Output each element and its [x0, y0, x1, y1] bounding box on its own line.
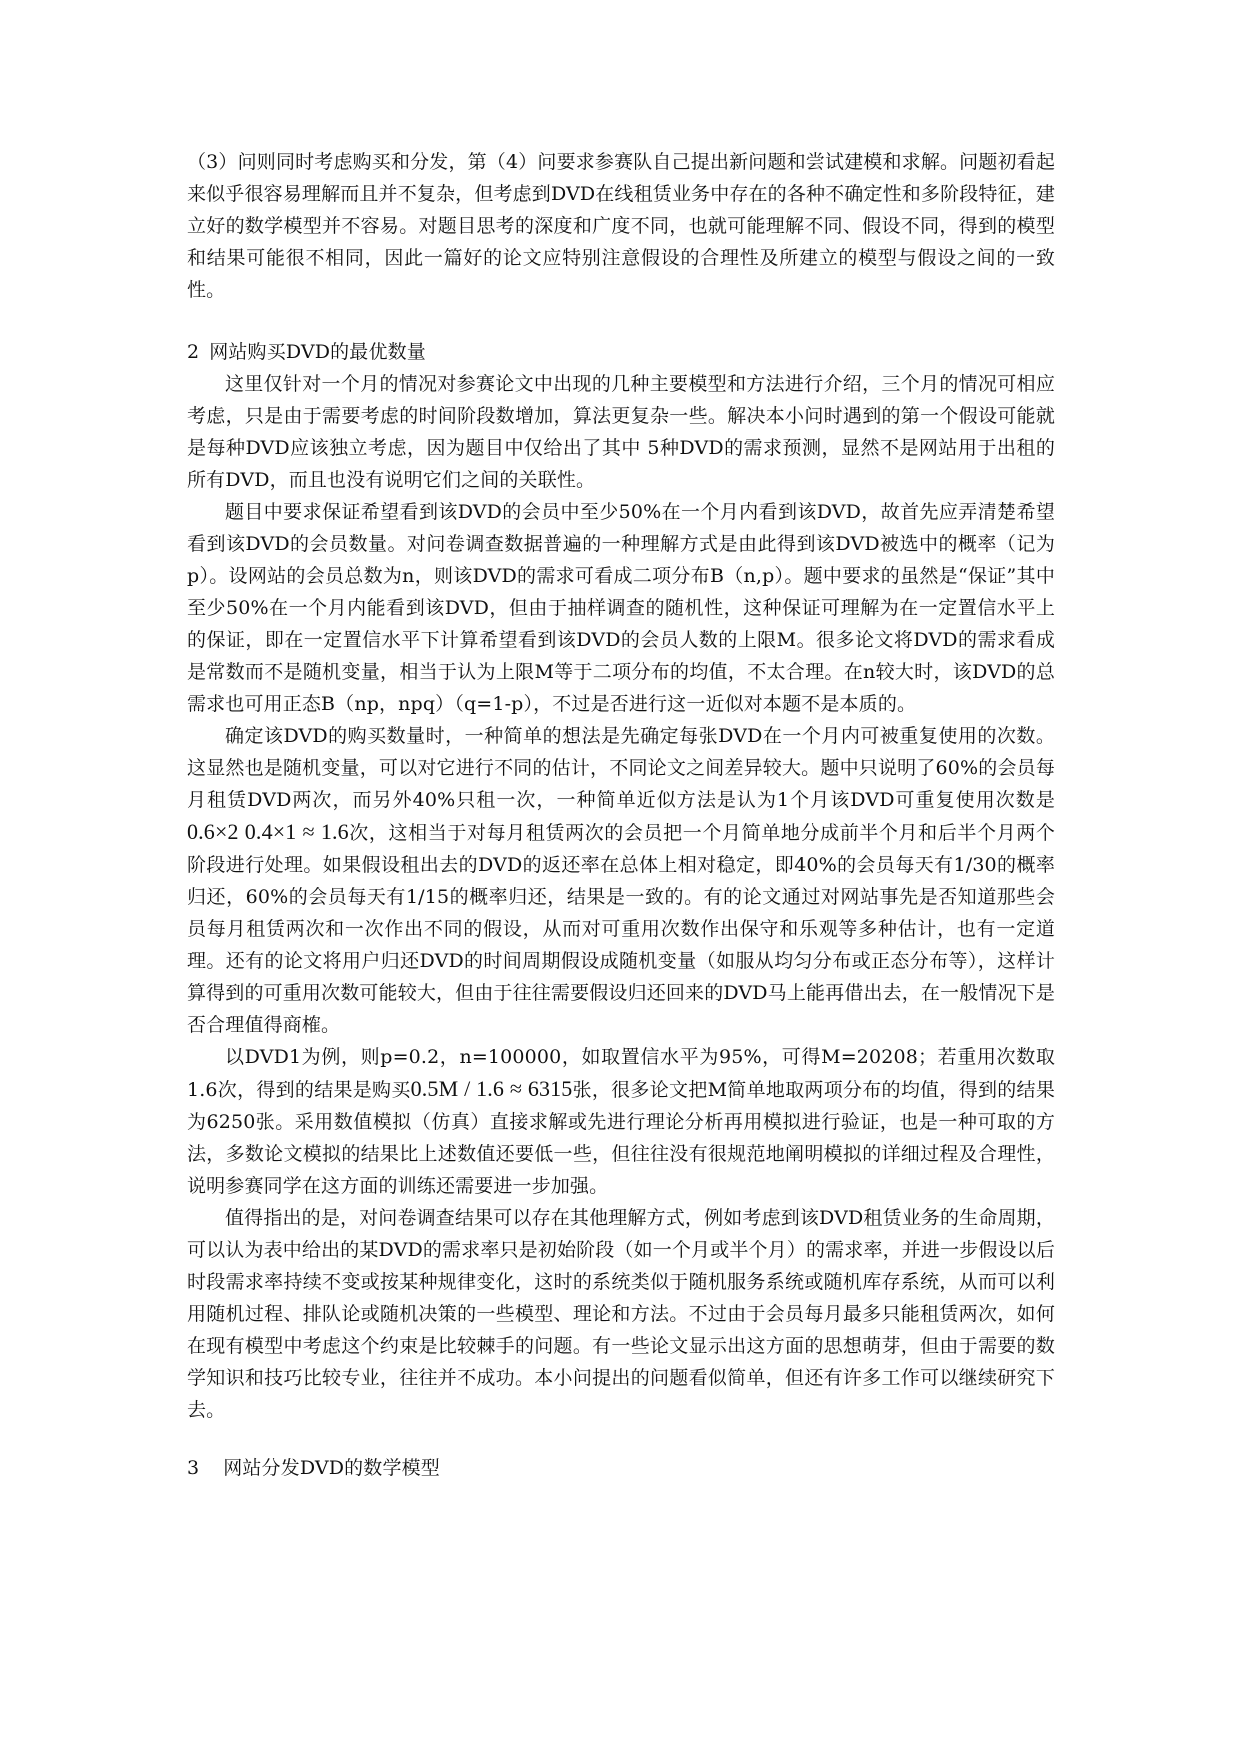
inline-formula: 0.6×2 0.4×1 ≈ 1.6: [187, 819, 349, 844]
section-heading-3: [187, 1452, 1055, 1484]
section-gap: [187, 1426, 1055, 1452]
text-run: 次，这相当于对每月租赁两次的会员把一个月简单地分成前半个月和后半个月两个阶段进行处理。如果假设租出去的DVD的返还率在总体上相对稳定，即40%的会员每天有1/30的概率归还，60%的会员每天有1/15的概率归还，结果是一致的。有的论文通过对网站事先是否知道那些会员每月租赁两次和一次作出不同的假设，从而对可重用次数作出保守和乐观等多种估计，也有一定道理。还有的论文将用户归还DVD的时间周期假设成随机变量（如服从均匀分布或正态分布等），这样计算得到的可重用次数可能较大，但由于往往需要假设归还回来的DVD马上能再借出去，在一般情况下是否合理值得商榷。: [187, 822, 1055, 1036]
section-number: 3: [187, 1457, 200, 1479]
paragraph-reuse-count: [187, 720, 1055, 1041]
paragraph-one-month: 这里仅针对一个月的情况对参赛论文中出现的几种主要模型和方法进行介绍，三个月的情况可相应考虑，只是由于需要考虑的时间阶段数增加，算法更复杂一些。解决本小问时遇到的第一个假设可能就是每种DVD应该独立考虑，因为题目中仅给出了其中 5种DVD的需求预测，显然不是网站用于出租的所有DVD，而且也没有说明它们之间的关联性。: [187, 373, 1055, 491]
text-run: 以DVD1为例，则p=0.2，n=100000，如取置信水平为95%，可得M=20208；若重用次数取1.6次，得到的结果是购买: [187, 1046, 1055, 1101]
inline-formula: 0.5M / 1.6 ≈ 6315: [410, 1076, 573, 1101]
paragraph-alternative-interpretation: 值得指出的是，对问卷调查结果可以存在其他理解方式，例如考虑到该DVD租赁业务的生命周期，可以认为表中给出的某DVD的需求率只是初始阶段（如一个月或半个月）的需求率，并进一步假设以后时段需求率持续不变或按某种规律变化，这时的系统类似于随机服务系统或随机库存系统，从而可以利用随机过程、排队论或随机决策的一些模型、理论和方法。不过由于会员每月最多只能租赁两次，如何在现有模型中考虑这个约束是比较棘手的问题。有一些论文显示出这方面的思想萌芽，但由于需要的数学知识和技巧比较专业，往往并不成功。本小问提出的问题看似简单，但还有许多工作可以继续研究下去。: [187, 1207, 1055, 1421]
text-run: 张，很多论文把M简单地取两项分布的均值，得到的结果为6250张。采用数值模拟（仿真）直接求解或先进行理论分析再用模拟进行验证，也是一种可取的方法，多数论文模拟的结果比上述数值还要低一些，但往往没有很规范地阐明模拟的详细过程及合理性，说明参赛同学在这方面的训练还需要进一步加强。: [187, 1079, 1055, 1197]
section-number: 2: [187, 341, 200, 363]
text-run: 确定该DVD的购买数量时，一种简单的想法是先确定每张DVD在一个月内可被重复使用的次数。这显然也是随机变量，可以对它进行不同的估计，不同论文之间差异较大。题中只说明了60%的会员每月租赁DVD两次，而另外40%只租一次，一种简单近似方法是认为1个月该DVD可重复使用次数是: [187, 725, 1055, 811]
paragraph-intro: （3）问则同时考虑购买和分发，第（4）问要求参赛队自己提出新问题和尝试建模和求解。问题初看起来似乎很容易理解而且并不复杂，但考虑到DVD在线租赁业务中存在的各种不确定性和多阶段特征，建立好的数学模型并不容易。对题目思考的深度和广度不同，也就可能理解不同、假设不同，得到的模型和结果可能很不相同，因此一篇好的论文应特别注意假设的合理性及所建立的模型与假设之间的一致性。: [187, 151, 1055, 301]
section-gap: [187, 306, 1055, 336]
section-title: 网站分发DVD的数学模型: [223, 1457, 440, 1479]
paragraph-demand-distribution: 题目中要求保证希望看到该DVD的会员中至少50%在一个月内看到该DVD，故首先应弄清楚希望看到该DVD的会员数量。对问卷调查数据普遍的一种理解方式是由此得到该DVD被选中的概率（记为p）。设网站的会员总数为n，则该DVD的需求可看成二项分布B（n,p）。题中要求的虽然是“保证”其中至少50%在一个月内能看到该DVD，但由于抽样调查的随机性，这种保证可理解为在一定置信水平上的保证，即在一定置信水平下计算希望看到该DVD的会员人数的上限M。很多论文将DVD的需求看成是常数而不是随机变量，相当于认为上限M等于二项分布的均值，不太合理。在n较大时，该DVD的总需求也可用正态B（np，npq）（q=1-p），不过是否进行这一近似对本题不是本质的。: [187, 501, 1055, 715]
paragraph-dvd1-example: [187, 1041, 1055, 1202]
document-page: [187, 146, 1055, 1484]
section-title: 网站购买DVD的最优数量: [209, 341, 426, 363]
section-heading-2: [187, 336, 1055, 368]
